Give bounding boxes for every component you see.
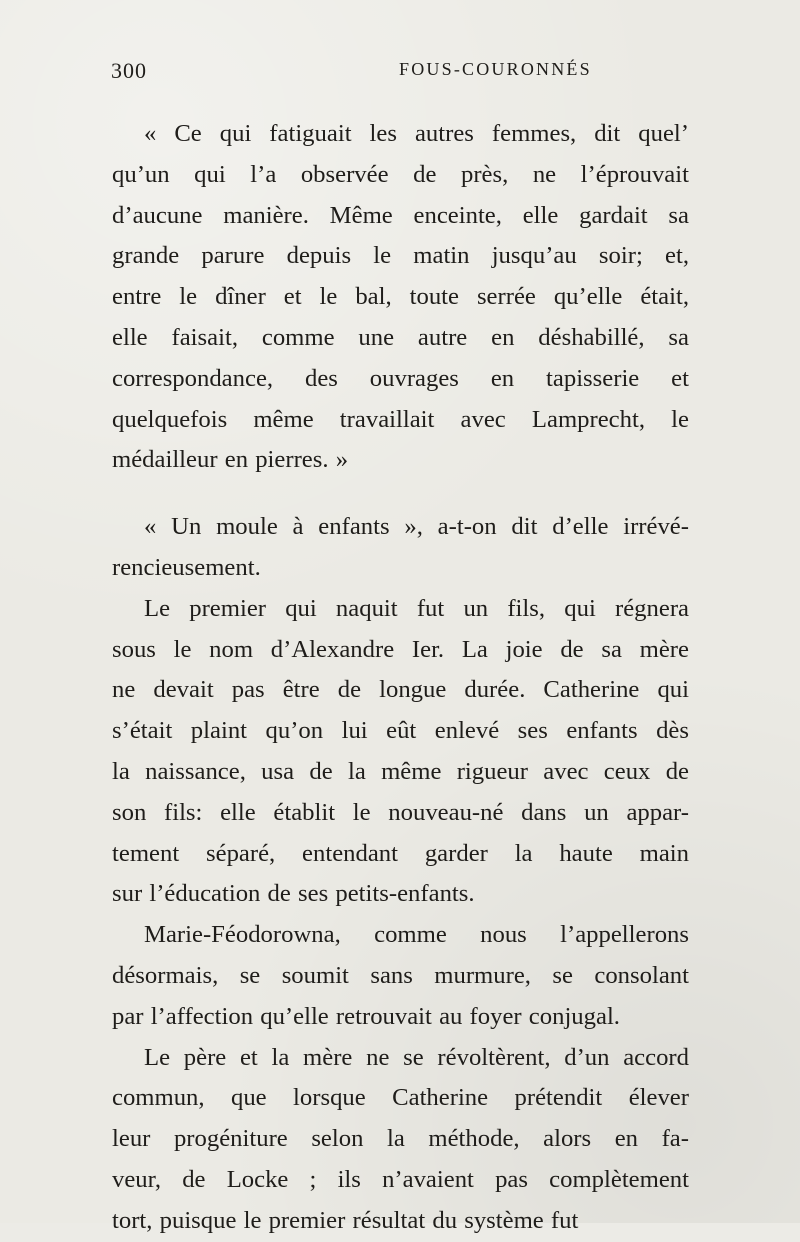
text-line: « Ce qui fatiguait les autres femmes, dit quel’ [144, 120, 689, 147]
text-line: la naissance, usa de la même rigueur avec ceux de [112, 757, 689, 785]
text-line: elle faisait, comme une autre en déshabillé, sa [112, 323, 689, 351]
page-number: 300 [111, 58, 147, 83]
text-line: Le père et la mère ne se révoltèrent, d’un accord [144, 1043, 689, 1071]
body-text [112, 114, 689, 1242]
text-line: s’était plaint qu’on lui eût enlevé ses enfants dès [112, 717, 689, 745]
text-line: rencieusement. [112, 553, 261, 581]
text-line: sous le nom d’Alexandre Ier. La joie de sa mère [112, 635, 689, 663]
text-line: Marie-Féodorowna, comme nous l’appellerons [144, 921, 689, 949]
running-title: FOUS-COURONNÉS [399, 59, 592, 79]
text-line: leur progéniture selon la méthode, alors en fa- [112, 1125, 689, 1153]
text-line: désormais, se soumit sans murmure, se consolant [112, 961, 689, 989]
text-line: quelquefois même travaillait avec Lamprecht, le [112, 405, 689, 433]
text-line: sur l’éducation de ses petits-enfants. [112, 880, 475, 908]
paragraph-4 [112, 915, 689, 1037]
text-line: médailleur en pierres. » [112, 446, 349, 474]
text-line: Le premier qui naquit fut un fils, qui régnera [144, 594, 689, 622]
text-line: par l’affection qu’elle retrouvait au foyer conjugal. [112, 1002, 620, 1030]
paragraph-spacer [112, 481, 689, 507]
text-line: grande parure depuis le matin jusqu’au soir; et, [112, 242, 689, 270]
paragraph-3 [112, 589, 689, 915]
text-line: entre le dîner et le bal, toute serrée qu’elle était, [112, 283, 689, 311]
text-line: correspondance, des ouvrages en tapisserie et [112, 364, 689, 392]
text-line: tort, puisque le premier résultat du système fut [112, 1206, 579, 1234]
text-line: son fils: elle établit le nouveau-né dans un appar- [112, 798, 689, 826]
text-line: qu’un qui l’a observée de près, ne l’éprouvait [112, 160, 689, 188]
text-line: veur, de Locke ; ils n’avaient pas complètement [112, 1165, 689, 1193]
text-line: tement séparé, entendant garder la haute main [112, 839, 689, 867]
text-line: d’aucune manière. Même enceinte, elle gardait sa [112, 201, 689, 229]
text-line: commun, que lorsque Catherine prétendit élever [112, 1084, 689, 1112]
paragraph-2 [112, 507, 689, 589]
paragraph-1 [112, 114, 689, 481]
text-line: ne devait pas être de longue durée. Catherine qui [112, 676, 689, 704]
text-line: « Un moule à enfants », a-t-on dit d’elle irrévé- [144, 513, 689, 541]
page-header [111, 58, 720, 90]
paragraph-5 [112, 1038, 689, 1242]
